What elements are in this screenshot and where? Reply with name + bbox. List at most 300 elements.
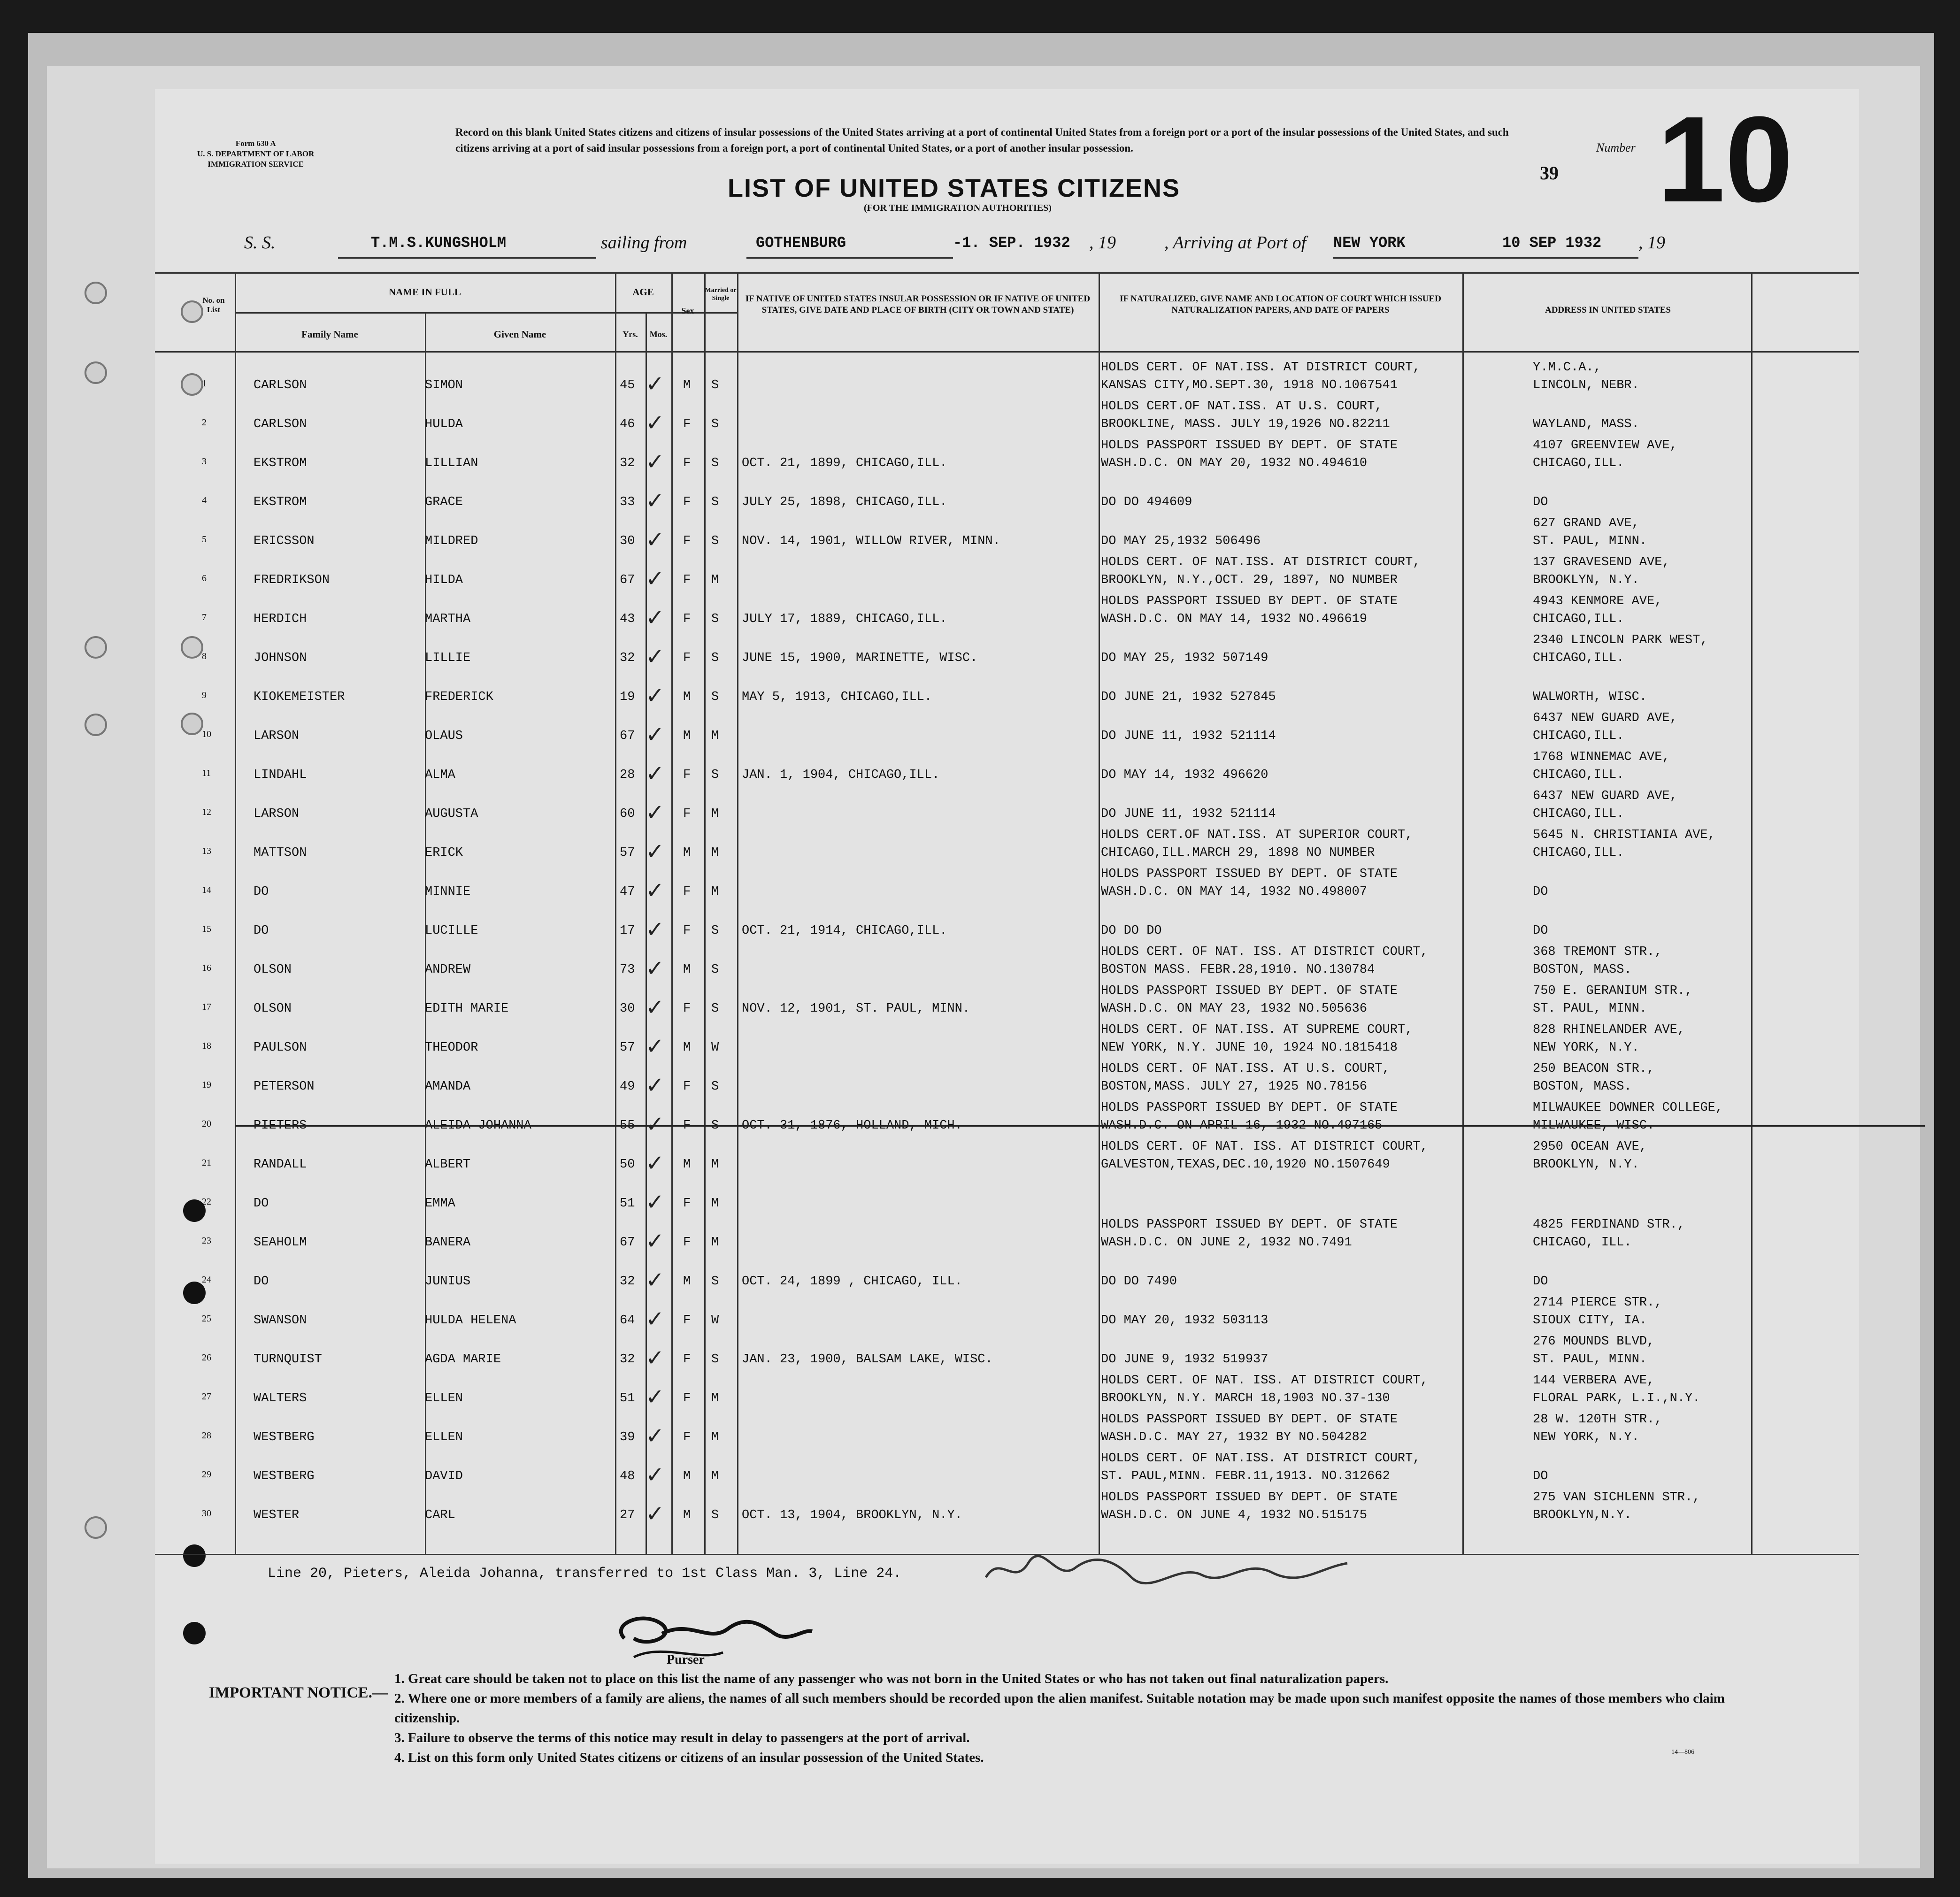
sex: M [683, 1469, 691, 1483]
age: 28 [620, 768, 635, 782]
naturalization-line2: WASH.D.C. ON APRIL 16, 1932 NO.497165 [1101, 1119, 1383, 1133]
birth-info: OCT. 24, 1899 , CHICAGO, ILL. [742, 1275, 962, 1289]
address-line2: SIOUX CITY, IA. [1533, 1313, 1647, 1328]
number-label: Number [1596, 141, 1636, 154]
table-row [155, 1409, 1859, 1448]
family-name: PAULSON [254, 1041, 307, 1055]
given-name: OLAUS [425, 729, 463, 743]
sex: M [683, 1041, 691, 1055]
naturalization-line1: HOLDS CERT. OF NAT.ISS. AT DISTRICT COURT, [1101, 361, 1421, 375]
age: 32 [620, 456, 635, 470]
table-row [155, 941, 1859, 980]
address-line1: 28 W. 120TH STR., [1533, 1413, 1662, 1427]
family-name: LARSON [254, 807, 300, 821]
naturalization-line2: KANSAS CITY,MO.SEPT.30, 1918 NO.1067541 [1101, 378, 1398, 392]
family-name: EKSTROM [254, 495, 307, 509]
family-name: KIOKEMEISTER [254, 690, 345, 704]
family-name: OLSON [254, 963, 292, 977]
age: 51 [620, 1197, 635, 1211]
row-number: 7 [202, 612, 207, 622]
marital-status: M [711, 1236, 719, 1250]
sex: M [683, 1158, 691, 1172]
family-name: CARLSON [254, 417, 307, 431]
table-row [155, 980, 1859, 1019]
marital-status: S [711, 1275, 719, 1289]
family-name: DO [254, 1197, 269, 1211]
naturalization-line2: GALVESTON,TEXAS,DEC.10,1920 NO.1507649 [1101, 1158, 1390, 1172]
marital-status: M [711, 885, 719, 899]
punch-hole-icon [85, 361, 107, 384]
birth-info: JAN. 23, 1900, BALSAM LAKE, WISC. [742, 1352, 993, 1367]
row-number: 14 [202, 885, 211, 895]
age: 55 [620, 1119, 635, 1133]
age: 32 [620, 1352, 635, 1367]
address-line1: 2950 OCEAN AVE, [1533, 1140, 1647, 1154]
sex: F [683, 1313, 691, 1328]
address-line1: 137 GRAVESEND AVE, [1533, 555, 1670, 569]
checkmark-icon: ✓ [646, 1033, 665, 1060]
given-name: JUNIUS [425, 1275, 471, 1289]
table-row [155, 396, 1859, 435]
age: 67 [620, 1236, 635, 1250]
checkmark-icon: ✓ [646, 410, 665, 436]
marital-status: W [711, 1313, 719, 1328]
address-line2: WAYLAND, MASS. [1533, 417, 1639, 431]
address-line2: WALWORTH, WISC. [1533, 690, 1647, 704]
given-name: BANERA [425, 1236, 471, 1250]
checkmark-icon: ✓ [646, 1072, 665, 1098]
binding-dot-icon [183, 1544, 206, 1567]
header-given-name: Given Name [493, 329, 546, 340]
table-row [155, 357, 1859, 396]
given-name: THEODOR [425, 1041, 478, 1055]
marital-status: S [711, 1080, 719, 1094]
naturalization-line2: DO JUNE 9, 1932 519937 [1101, 1352, 1268, 1367]
row-number: 11 [202, 768, 211, 778]
table-row [155, 1331, 1859, 1370]
from-underline [746, 257, 953, 259]
naturalization-line1: HOLDS CERT. OF NAT.ISS. AT U.S. COURT, [1101, 1062, 1390, 1076]
naturalization-line2: BOSTON,MASS. JULY 27, 1925 NO.78156 [1101, 1080, 1368, 1094]
address-line1: 368 TREMONT STR., [1533, 945, 1662, 959]
given-name: ANDREW [425, 963, 471, 977]
given-name: EMMA [425, 1197, 455, 1211]
table-row [155, 1136, 1859, 1175]
address-line1: 144 VERBERA AVE, [1533, 1374, 1655, 1388]
sex: M [683, 846, 691, 860]
header-family-name: Family Name [301, 329, 358, 340]
checkmark-icon: ✓ [646, 644, 665, 670]
row-number: 22 [202, 1197, 211, 1207]
marital-status: M [711, 846, 719, 860]
family-name: RANDALL [254, 1158, 307, 1172]
row-number: 3 [202, 456, 207, 467]
marital-status: M [711, 1469, 719, 1483]
row-number: 16 [202, 963, 211, 973]
table-row [155, 1370, 1859, 1409]
birth-info: OCT. 31, 1876, HOLLAND, MICH. [742, 1119, 962, 1133]
naturalization-line1: HOLDS CERT. OF NAT. ISS. AT DISTRICT COURT, [1101, 945, 1428, 959]
address-line2: DO [1533, 885, 1548, 899]
age: 39 [620, 1430, 635, 1444]
table-row [155, 435, 1859, 474]
age: 48 [620, 1469, 635, 1483]
table-row [155, 1292, 1859, 1331]
sex: F [683, 1236, 691, 1250]
given-name: ELLEN [425, 1391, 463, 1405]
naturalization-line1: HOLDS CERT.OF NAT.ISS. AT SUPERIOR COURT, [1101, 828, 1413, 842]
age: 27 [620, 1508, 635, 1522]
row-number: 27 [202, 1391, 211, 1402]
punch-hole-icon [85, 714, 107, 736]
sex: F [683, 1430, 691, 1444]
header-no: No. on List [202, 296, 225, 314]
naturalization-line2: WASH.D.C. ON MAY 23, 1932 NO.505636 [1101, 1002, 1368, 1016]
naturalization-line2: DO JUNE 21, 1932 527845 [1101, 690, 1276, 704]
address-line1: MILWAUKEE DOWNER COLLEGE, [1533, 1101, 1723, 1115]
address-line2: DO [1533, 495, 1548, 509]
family-name: OLSON [254, 1002, 292, 1016]
age: 46 [620, 417, 635, 431]
address-line2: CHICAGO,ILL. [1533, 729, 1624, 743]
table-row [155, 1019, 1859, 1058]
table-row [155, 552, 1859, 591]
naturalization-line2: WASH.D.C. ON MAY 14, 1932 NO.496619 [1101, 612, 1368, 626]
given-name: LUCILLE [425, 924, 478, 938]
year-prefix: , 19 [1638, 233, 1665, 253]
sex: F [683, 807, 691, 821]
family-name: FREDRIKSON [254, 573, 330, 587]
voyage-line [244, 232, 1840, 261]
checkmark-icon: ✓ [646, 605, 665, 631]
naturalization-line2: BOSTON MASS. FEBR.28,1910. NO.130784 [1101, 963, 1375, 977]
given-name: CARL [425, 1508, 455, 1522]
given-name: AUGUSTA [425, 807, 478, 821]
checkmark-icon: ✓ [646, 1306, 665, 1332]
address-line2: CHICAGO,ILL. [1533, 612, 1624, 626]
birth-info: MAY 5, 1913, CHICAGO,ILL. [742, 690, 932, 704]
naturalization-line1: HOLDS CERT. OF NAT.ISS. AT DISTRICT COURT, [1101, 1452, 1421, 1466]
notice-item: 2. Where one or more members of a family are aliens, the names of all such members should be recorded upon the alien manifest. Suitable notation may be made upon such manifest opposite the names of those members who claim citizenship. [394, 1691, 1725, 1726]
row-number: 13 [202, 846, 211, 856]
birth-info: JAN. 1, 1904, CHICAGO,ILL. [742, 768, 940, 782]
sex: F [683, 612, 691, 626]
checkmark-icon: ✓ [646, 1189, 665, 1215]
checkmark-icon: ✓ [646, 1150, 665, 1176]
birth-info: OCT. 21, 1899, CHICAGO,ILL. [742, 456, 947, 470]
marital-status: S [711, 417, 719, 431]
header-name: NAME IN FULL [388, 286, 461, 298]
marital-status: S [711, 963, 719, 977]
table-row [155, 902, 1859, 941]
given-name: ERICK [425, 846, 463, 860]
marital-status: M [711, 1391, 719, 1405]
row-number: 28 [202, 1430, 211, 1441]
sex: F [683, 1080, 691, 1094]
naturalization-line1: HOLDS PASSPORT ISSUED BY DEPT. OF STATE [1101, 594, 1398, 608]
naturalization-line1: HOLDS PASSPORT ISSUED BY DEPT. OF STATE [1101, 984, 1398, 998]
age: 19 [620, 690, 635, 704]
family-name: TURNQUIST [254, 1352, 322, 1367]
naturalization-line2: DO JUNE 11, 1932 521114 [1101, 807, 1276, 821]
header-divider [235, 312, 737, 314]
marital-status: S [711, 690, 719, 704]
family-name: WESTBERG [254, 1469, 315, 1483]
family-name: SEAHOLM [254, 1236, 307, 1250]
family-name: PETERSON [254, 1080, 315, 1094]
sex: M [683, 1275, 691, 1289]
page-subtitle: (FOR THE IMMIGRATION AUTHORITIES) [864, 203, 1052, 213]
given-name: LILLIE [425, 651, 471, 665]
table-row [155, 863, 1859, 902]
address-line1: 1768 WINNEMAC AVE, [1533, 750, 1670, 764]
marital-status: S [711, 1002, 719, 1016]
address-line2: DO [1533, 1275, 1548, 1289]
age: 57 [620, 846, 635, 860]
checkmark-icon: ✓ [646, 1228, 665, 1254]
address-line2: BROOKLYN, N.Y. [1533, 1158, 1639, 1172]
row-number: 9 [202, 690, 207, 700]
header-sex: Sex [681, 306, 694, 315]
age: 49 [620, 1080, 635, 1094]
given-name: AGDA MARIE [425, 1352, 501, 1367]
checkmark-icon: ✓ [646, 1462, 665, 1488]
address-line1: 5645 N. CHRISTIANIA AVE, [1533, 828, 1715, 842]
address-line2: NEW YORK, N.Y. [1533, 1041, 1639, 1055]
naturalization-line2: WASH.D.C. ON JUNE 4, 1932 NO.515175 [1101, 1508, 1368, 1522]
page-title: LIST OF UNITED STATES CITIZENS [728, 174, 1180, 202]
row-number: 25 [202, 1313, 211, 1324]
address-line2: CHICAGO,ILL. [1533, 651, 1624, 665]
address-line1: 627 GRAND AVE, [1533, 516, 1639, 530]
checkmark-icon: ✓ [646, 1345, 665, 1371]
marital-status: S [711, 651, 719, 665]
row-number: 23 [202, 1236, 211, 1246]
family-name: LINDAHL [254, 768, 307, 782]
purser-signature-icon [606, 1605, 822, 1667]
checkmark-icon: ✓ [646, 994, 665, 1021]
given-name: ELLEN [425, 1430, 463, 1444]
naturalization-line2: BROOKLYN, N.Y.,OCT. 29, 1897, NO NUMBER [1101, 573, 1398, 587]
marital-status: M [711, 807, 719, 821]
address-line1: 4107 GREENVIEW AVE, [1533, 438, 1677, 453]
manifest-number: 10 [1657, 92, 1793, 228]
birth-info: JUNE 15, 1900, MARINETTE, WISC. [742, 651, 978, 665]
birth-info: JULY 25, 1898, CHICAGO,ILL. [742, 495, 947, 509]
age: 47 [620, 885, 635, 899]
family-name: HERDICH [254, 612, 307, 626]
sex: F [683, 573, 691, 587]
family-name: CARLSON [254, 378, 307, 392]
marital-status: S [711, 378, 719, 392]
age: 32 [620, 1275, 635, 1289]
page-mark: 39 [1540, 162, 1559, 184]
address-line1: 4943 KENMORE AVE, [1533, 594, 1662, 608]
naturalization-line2: BROOKLINE, MASS. JULY 19,1926 NO.82211 [1101, 417, 1390, 431]
table-row [155, 1448, 1859, 1487]
row-number: 20 [202, 1119, 211, 1129]
given-name: ALEIDA JOHANNA [425, 1119, 531, 1133]
age: 51 [620, 1391, 635, 1405]
arrival-date: 10 SEP 1932 [1502, 234, 1602, 252]
age: 30 [620, 534, 635, 548]
age: 67 [620, 729, 635, 743]
row-number: 2 [202, 417, 207, 428]
naturalization-line1: HOLDS PASSPORT ISSUED BY DEPT. OF STATE [1101, 438, 1398, 453]
address-line2: ST. PAUL, MINN. [1533, 1352, 1647, 1367]
age: 57 [620, 1041, 635, 1055]
address-line2: ST. PAUL, MINN. [1533, 1002, 1647, 1016]
checkmark-icon: ✓ [646, 1384, 665, 1410]
family-name: WESTBERG [254, 1430, 315, 1444]
address-line1: 6437 NEW GUARD AVE, [1533, 789, 1677, 803]
address-line1: 276 MOUNDS BLVD, [1533, 1335, 1655, 1349]
checkmark-icon: ✓ [646, 799, 665, 826]
row-number: 12 [202, 807, 211, 817]
naturalization-line2: WASH.D.C. ON MAY 14, 1932 NO.498007 [1101, 885, 1368, 899]
address-line2: CHICAGO,ILL. [1533, 846, 1624, 860]
marital-status: M [711, 729, 719, 743]
marital-status: S [711, 612, 719, 626]
punch-hole-icon [85, 1516, 107, 1539]
checkmark-icon: ✓ [646, 877, 665, 904]
given-name: HILDA [425, 573, 463, 587]
service: IMMIGRATION SERVICE [208, 160, 304, 169]
checkmark-icon: ✓ [646, 916, 665, 943]
age: 33 [620, 495, 635, 509]
given-name: FREDERICK [425, 690, 493, 704]
given-name: MILDRED [425, 534, 478, 548]
family-name: DO [254, 924, 269, 938]
family-name: EKSTROM [254, 456, 307, 470]
age: 43 [620, 612, 635, 626]
naturalization-line2: WASH.D.C. ON MAY 20, 1932 NO.494610 [1101, 456, 1368, 470]
address-line1: 250 BEACON STR., [1533, 1062, 1655, 1076]
header-yrs: Yrs. [623, 330, 638, 339]
address-line2: DO [1533, 924, 1548, 938]
table-row [155, 1253, 1859, 1292]
family-name: WALTERS [254, 1391, 307, 1405]
marital-status: S [711, 924, 719, 938]
notice-item: 4. List on this form only United States citizens or citizens of an insular possession of the United States. [394, 1750, 984, 1765]
address-line2: CHICAGO,ILL. [1533, 807, 1624, 821]
marital-status: S [711, 456, 719, 470]
family-name: DO [254, 1275, 269, 1289]
address-line1: 275 VAN SICHLENN STR., [1533, 1490, 1700, 1505]
sex: M [683, 378, 691, 392]
sex: M [683, 729, 691, 743]
naturalization-line2: DO DO 7490 [1101, 1275, 1177, 1289]
table-row [155, 591, 1859, 630]
table-row [155, 785, 1859, 824]
address-line2: BROOKLYN,N.Y. [1533, 1508, 1632, 1522]
checkmark-icon: ✓ [646, 1501, 665, 1527]
naturalization-line1: HOLDS PASSPORT ISSUED BY DEPT. OF STATE [1101, 1218, 1398, 1232]
family-name: PIETERS [254, 1119, 307, 1133]
year-prefix: , 19 [1089, 233, 1116, 253]
address-line2: BROOKLYN, N.Y. [1533, 573, 1639, 587]
checkmark-icon: ✓ [646, 1423, 665, 1449]
table-row [155, 824, 1859, 863]
checkmark-icon: ✓ [646, 371, 665, 397]
table-row [155, 513, 1859, 552]
checkmark-icon: ✓ [646, 1111, 665, 1137]
age: 60 [620, 807, 635, 821]
purser-label: Purser [667, 1652, 705, 1667]
ss-label: S. S. [244, 233, 276, 253]
ship-underline [338, 257, 596, 259]
table-row [155, 1214, 1859, 1253]
marital-status: M [711, 573, 719, 587]
table-row [155, 746, 1859, 785]
form-id-block [197, 138, 314, 169]
sex: F [683, 1119, 691, 1133]
address-line2: CHICAGO,ILL. [1533, 456, 1624, 470]
family-name: DO [254, 885, 269, 899]
sex: F [683, 924, 691, 938]
naturalization-line2: WASH.D.C. ON JUNE 2, 1932 NO.7491 [1101, 1236, 1352, 1250]
given-name: AMANDA [425, 1080, 471, 1094]
naturalization-line2: CHICAGO,ILL.MARCH 29, 1898 NO NUMBER [1101, 846, 1375, 860]
naturalization-line1: HOLDS CERT. OF NAT.ISS. AT DISTRICT COURT, [1101, 555, 1421, 569]
given-name: LILLIAN [425, 456, 478, 470]
table-row [155, 1175, 1859, 1214]
address-line2: CHICAGO,ILL. [1533, 768, 1624, 782]
row-number: 17 [202, 1002, 211, 1012]
age: 50 [620, 1158, 635, 1172]
row-number: 19 [202, 1080, 211, 1090]
header-age: AGE [632, 286, 654, 298]
address-line2: ST. PAUL, MINN. [1533, 534, 1647, 548]
row-number: 10 [202, 729, 211, 739]
table-row [155, 707, 1859, 746]
port-underline [1333, 257, 1638, 259]
checkmark-icon: ✓ [646, 1267, 665, 1293]
naturalization-line1: HOLDS CERT. OF NAT. ISS. AT DISTRICT COURT, [1101, 1140, 1428, 1154]
age: 17 [620, 924, 635, 938]
birth-info: OCT. 13, 1904, BROOKLYN, N.Y. [742, 1508, 962, 1522]
sex: F [683, 768, 691, 782]
naturalization-line2: NEW YORK, N.Y. JUNE 10, 1924 NO.1815418 [1101, 1041, 1398, 1055]
checkmark-icon: ✓ [646, 449, 665, 475]
address-line2: FLORAL PARK, L.I.,N.Y. [1533, 1391, 1700, 1405]
sex: F [683, 1197, 691, 1211]
departure-port: GOTHENBURG [756, 234, 846, 252]
given-name: HULDA [425, 417, 463, 431]
row-number: 1 [202, 378, 207, 389]
marital-status: S [711, 534, 719, 548]
address-line1: 2340 LINCOLN PARK WEST, [1533, 633, 1708, 647]
sailing-label: sailing from [601, 233, 687, 253]
address-line2: NEW YORK, N.Y. [1533, 1430, 1639, 1444]
row-number: 21 [202, 1158, 211, 1168]
address-line2: MILWAUKEE, WISC. [1533, 1119, 1655, 1133]
table-row [155, 474, 1859, 513]
sex: F [683, 651, 691, 665]
naturalization-line2: DO MAY 25, 1932 507149 [1101, 651, 1268, 665]
age: 32 [620, 651, 635, 665]
row-number: 8 [202, 651, 207, 661]
sex: F [683, 1002, 691, 1016]
naturalization-line2: DO JUNE 11, 1932 521114 [1101, 729, 1276, 743]
marital-status: S [711, 1119, 719, 1133]
naturalization-line2: DO MAY 25,1932 506496 [1101, 534, 1261, 548]
address-line1: Y.M.C.A., [1533, 361, 1601, 375]
row-number: 24 [202, 1275, 211, 1285]
naturalization-line2: DO MAY 14, 1932 496620 [1101, 768, 1268, 782]
notice-item: 3. Failure to observe the terms of this notice may result in delay to passengers at the port of arrival. [394, 1730, 970, 1745]
age: 67 [620, 573, 635, 587]
